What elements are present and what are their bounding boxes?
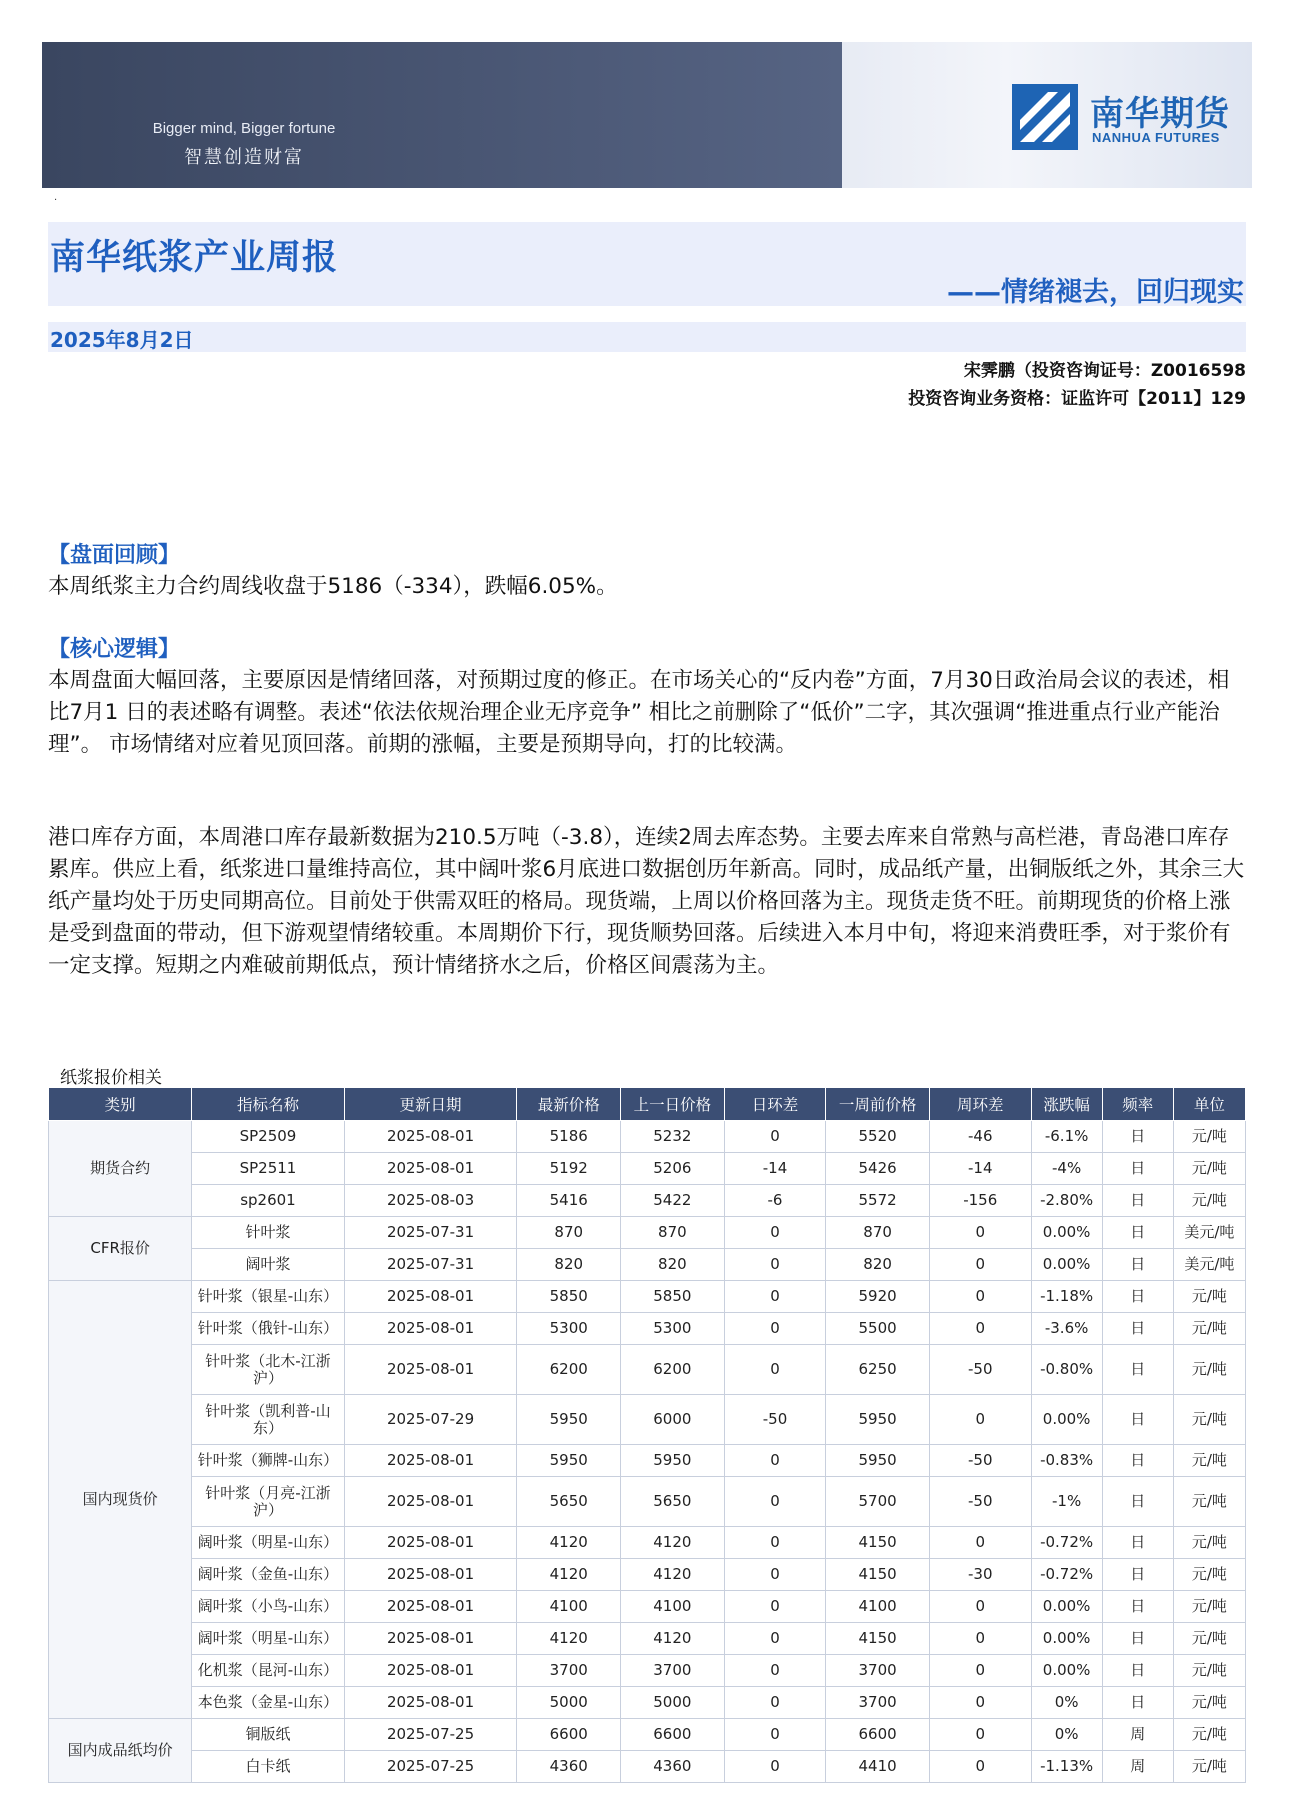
- table-cell: -6.1%: [1031, 1121, 1102, 1153]
- table-row: [49, 1281, 1246, 1313]
- table-cell: 周: [1102, 1719, 1173, 1751]
- table-cell: 6600: [517, 1719, 621, 1751]
- table-cell: 0.00%: [1031, 1623, 1102, 1655]
- table-row: [49, 1121, 1246, 1153]
- table-cell: 日: [1102, 1527, 1173, 1559]
- table-cell: 0: [929, 1655, 1031, 1687]
- table-row: [49, 1623, 1246, 1655]
- table-cell: -4%: [1031, 1153, 1102, 1185]
- table-cell: 日: [1102, 1655, 1173, 1687]
- table-row: [49, 1249, 1246, 1281]
- indicator-name-cell: 阔叶浆（小鸟-山东）: [192, 1591, 344, 1623]
- header-cell: 类别: [49, 1088, 192, 1121]
- table-cell: 0: [724, 1217, 826, 1249]
- indicator-name-cell: sp2601: [192, 1185, 344, 1217]
- table-cell: 0.00%: [1031, 1217, 1102, 1249]
- title-band: [48, 222, 1246, 306]
- table-row: [49, 1527, 1246, 1559]
- table-cell: -50: [929, 1445, 1031, 1477]
- table-cell: 2025-07-31: [344, 1249, 517, 1281]
- review-heading: 【盘面回顾】: [48, 543, 181, 568]
- category-cell: 国内现货价: [49, 1281, 192, 1719]
- table-cell: -14: [724, 1153, 826, 1185]
- table-cell: 日: [1102, 1445, 1173, 1477]
- table-cell: 美元/吨: [1173, 1249, 1245, 1281]
- indicator-name-cell: 针叶浆（月亮-江浙沪）: [192, 1477, 344, 1527]
- table-cell: 870: [826, 1217, 930, 1249]
- table-row: [49, 1477, 1246, 1527]
- nanhua-logo-mark-icon: [1012, 84, 1078, 150]
- table-cell: -156: [929, 1185, 1031, 1217]
- table-cell: 0: [724, 1559, 826, 1591]
- table-cell: 5850: [517, 1281, 621, 1313]
- table-cell: 5950: [517, 1395, 621, 1445]
- table-cell: 2025-08-01: [344, 1281, 517, 1313]
- table-cell: 870: [621, 1217, 725, 1249]
- table-cell: 5300: [517, 1313, 621, 1345]
- table-cell: 6200: [621, 1345, 725, 1395]
- table-cell: 5416: [517, 1185, 621, 1217]
- table-cell: -1%: [1031, 1477, 1102, 1527]
- table-cell: 820: [826, 1249, 930, 1281]
- table-cell: 2025-08-01: [344, 1313, 517, 1345]
- table-cell: 5850: [621, 1281, 725, 1313]
- table-cell: 日: [1102, 1477, 1173, 1527]
- table-cell: 0: [929, 1313, 1031, 1345]
- table-cell: 5192: [517, 1153, 621, 1185]
- header-cell: 更新日期: [344, 1088, 517, 1121]
- table-cell: 日: [1102, 1313, 1173, 1345]
- logic-paragraph-2: 港口库存方面，本周港口库存最新数据为210.5万吨（-3.8），连续2周去库态势。主要去库来自常熟与高栏港，青岛港口库存累库。供应上看，纸浆进口量维持高位，其中阔叶浆6月底进口数据创历年新高。同时，成品纸产量，出铜版纸之外，其余三大纸产量均处于历史同期高位。目前处于供需双旺的格局。现货端，上周以价格回落为主。现货走货不旺。前期现货的价格上涨是受到盘面的带动，但下游观望情绪较重。本周期价下行，现货顺势回落。后续进入本月中旬，将迎来消费旺季，对于浆价有一定支撑。短期之内难破前期低点，预计情绪挤水之后，价格区间震荡为主。: [48, 825, 1245, 978]
- table-cell: 0: [929, 1751, 1031, 1783]
- tagline-en: Bigger mind, Bigger fortune: [152, 120, 336, 137]
- table-cell: 5650: [517, 1477, 621, 1527]
- table-cell: 元/吨: [1173, 1345, 1245, 1395]
- table-cell: 5500: [826, 1313, 930, 1345]
- table-row: [49, 1655, 1246, 1687]
- table-cell: -1.18%: [1031, 1281, 1102, 1313]
- table-row: [49, 1313, 1246, 1345]
- table-cell: 元/吨: [1173, 1153, 1245, 1185]
- table-cell: -0.83%: [1031, 1445, 1102, 1477]
- author-block: [908, 357, 1246, 413]
- author-line: 宋霁鹏（投资咨询证号：Z0016598: [963, 361, 1246, 381]
- table-cell: 元/吨: [1173, 1445, 1245, 1477]
- logic-paragraph-1: 本周盘面大幅回落，主要原因是情绪回落，对预期过度的修正。在市场关心的“反内卷”方面，7月30日政治局会议的表述，相比7月1 日的表述略有调整。表述“依法依规治理企业无序竞争” 相比之前删除了“低价”二字，其次强调“推进重点行业产能治理”。 市场情绪对应着见顶回落。前期的涨幅，主要是预期导向，打的比较满。: [48, 668, 1230, 757]
- table-cell: 820: [621, 1249, 725, 1281]
- table-cell: 5950: [826, 1395, 930, 1445]
- table-cell: 0: [724, 1281, 826, 1313]
- table-cell: 日: [1102, 1395, 1173, 1445]
- table-cell: 元/吨: [1173, 1591, 1245, 1623]
- table-cell: 日: [1102, 1559, 1173, 1591]
- indicator-name-cell: 阔叶浆（明星-山东）: [192, 1623, 344, 1655]
- logo-name-en: NANHUA FUTURES: [1092, 130, 1220, 145]
- table-cell: 5426: [826, 1153, 930, 1185]
- table-cell: 0: [724, 1121, 826, 1153]
- indicator-name-cell: 针叶浆（狮牌-山东）: [192, 1445, 344, 1477]
- table-cell: 2025-08-01: [344, 1527, 517, 1559]
- report-title: 南华纸浆产业周报: [50, 238, 339, 278]
- table-cell: 日: [1102, 1217, 1173, 1249]
- table-header-row: [49, 1088, 1246, 1121]
- table-cell: 5000: [517, 1687, 621, 1719]
- table-cell: 870: [517, 1217, 621, 1249]
- indicator-name-cell: 针叶浆（银星-山东）: [192, 1281, 344, 1313]
- table-cell: -30: [929, 1559, 1031, 1591]
- dot-mark: ·: [54, 195, 58, 206]
- table-cell: 元/吨: [1173, 1395, 1245, 1445]
- table-cell: 0: [724, 1313, 826, 1345]
- table-cell: 元/吨: [1173, 1751, 1245, 1783]
- table-cell: 5520: [826, 1121, 930, 1153]
- table-cell: 2025-07-31: [344, 1217, 517, 1249]
- table-cell: 4100: [517, 1591, 621, 1623]
- table-cell: 5232: [621, 1121, 725, 1153]
- indicator-name-cell: 针叶浆（凯利普-山东）: [192, 1395, 344, 1445]
- table-cell: 2025-08-01: [344, 1445, 517, 1477]
- table-cell: 日: [1102, 1281, 1173, 1313]
- date-band: [48, 322, 1246, 352]
- table-cell: 0: [724, 1623, 826, 1655]
- table-cell: 元/吨: [1173, 1623, 1245, 1655]
- table-cell: 4150: [826, 1623, 930, 1655]
- table-cell: 0: [929, 1395, 1031, 1445]
- table-cell: 3700: [517, 1655, 621, 1687]
- table-row: [49, 1345, 1246, 1395]
- table-cell: 6600: [826, 1719, 930, 1751]
- table-cell: 0: [929, 1719, 1031, 1751]
- table-cell: 日: [1102, 1623, 1173, 1655]
- indicator-name-cell: 化机浆（昆河-山东）: [192, 1655, 344, 1687]
- table-cell: 2025-08-01: [344, 1559, 517, 1591]
- header-cell: 单位: [1173, 1088, 1245, 1121]
- table-cell: 美元/吨: [1173, 1217, 1245, 1249]
- table-cell: 2025-07-25: [344, 1751, 517, 1783]
- table-cell: -0.72%: [1031, 1559, 1102, 1591]
- table-row: [49, 1591, 1246, 1623]
- table-cell: 0.00%: [1031, 1395, 1102, 1445]
- table-cell: 元/吨: [1173, 1719, 1245, 1751]
- table-cell: 6200: [517, 1345, 621, 1395]
- table-cell: -46: [929, 1121, 1031, 1153]
- table-cell: 0: [929, 1623, 1031, 1655]
- indicator-name-cell: 阔叶浆（金鱼-山东）: [192, 1559, 344, 1591]
- header-cell: 涨跌幅: [1031, 1088, 1102, 1121]
- table-row: [49, 1217, 1246, 1249]
- header-cell: 频率: [1102, 1088, 1173, 1121]
- table-cell: 日: [1102, 1591, 1173, 1623]
- table-cell: 4120: [621, 1527, 725, 1559]
- nanhua-logo: [1012, 84, 1252, 154]
- header-cell: 一周前价格: [826, 1088, 930, 1121]
- table-cell: 0: [929, 1527, 1031, 1559]
- table-caption: 纸浆报价相关: [60, 1068, 162, 1088]
- table-cell: -14: [929, 1153, 1031, 1185]
- table-cell: 2025-08-01: [344, 1345, 517, 1395]
- tagline-cn: 智慧创造财富: [184, 147, 304, 168]
- table-cell: 2025-07-29: [344, 1395, 517, 1445]
- table-cell: 2025-08-01: [344, 1477, 517, 1527]
- table-cell: 0: [724, 1249, 826, 1281]
- table-row: [49, 1395, 1246, 1445]
- table-cell: 3700: [826, 1655, 930, 1687]
- table-cell: 0: [929, 1217, 1031, 1249]
- table-cell: -0.80%: [1031, 1345, 1102, 1395]
- indicator-name-cell: 针叶浆（北木-江浙沪）: [192, 1345, 344, 1395]
- license-line: 投资咨询业务资格：证监许可【2011】129: [908, 389, 1246, 409]
- table-cell: 4120: [517, 1623, 621, 1655]
- table-cell: 6600: [621, 1719, 725, 1751]
- pulp-price-table: [48, 1087, 1246, 1783]
- table-cell: 5000: [621, 1687, 725, 1719]
- table-cell: 0.00%: [1031, 1655, 1102, 1687]
- header-cell: 上一日价格: [621, 1088, 725, 1121]
- review-text: 本周纸浆主力合约周线收盘于5186（-334），跌幅6.05%。: [48, 574, 618, 599]
- table-cell: -0.72%: [1031, 1527, 1102, 1559]
- table-cell: 0: [929, 1591, 1031, 1623]
- table-cell: 5572: [826, 1185, 930, 1217]
- indicator-name-cell: 针叶浆: [192, 1217, 344, 1249]
- table-row: [49, 1153, 1246, 1185]
- table-cell: 4120: [621, 1559, 725, 1591]
- table-cell: 4360: [517, 1751, 621, 1783]
- table-cell: 0: [724, 1751, 826, 1783]
- table-cell: 0: [724, 1687, 826, 1719]
- table-cell: 0%: [1031, 1687, 1102, 1719]
- table-cell: 日: [1102, 1153, 1173, 1185]
- table-cell: 0: [929, 1281, 1031, 1313]
- table-cell: 0: [724, 1345, 826, 1395]
- table-cell: 4120: [621, 1623, 725, 1655]
- indicator-name-cell: SP2509: [192, 1121, 344, 1153]
- indicator-name-cell: 铜版纸: [192, 1719, 344, 1751]
- table-row: [49, 1687, 1246, 1719]
- indicator-name-cell: 针叶浆（俄针-山东）: [192, 1313, 344, 1345]
- table-cell: 0: [724, 1655, 826, 1687]
- header-cell: 最新价格: [517, 1088, 621, 1121]
- table-cell: 4360: [621, 1751, 725, 1783]
- table-cell: 4150: [826, 1527, 930, 1559]
- table-cell: 元/吨: [1173, 1687, 1245, 1719]
- header-banner: [42, 42, 1252, 188]
- table-cell: -50: [724, 1395, 826, 1445]
- table-cell: 元/吨: [1173, 1559, 1245, 1591]
- table-cell: 5950: [826, 1445, 930, 1477]
- report-date: 2025年8月2日: [50, 328, 194, 352]
- table-cell: 元/吨: [1173, 1655, 1245, 1687]
- indicator-name-cell: 阔叶浆（明星-山东）: [192, 1527, 344, 1559]
- table-cell: 0: [724, 1527, 826, 1559]
- table-cell: 5700: [826, 1477, 930, 1527]
- indicator-name-cell: 白卡纸: [192, 1751, 344, 1783]
- table-cell: 2025-08-01: [344, 1623, 517, 1655]
- table-cell: 2025-08-03: [344, 1185, 517, 1217]
- table-cell: 日: [1102, 1185, 1173, 1217]
- category-cell: 期货合约: [49, 1121, 192, 1217]
- table-cell: 5950: [517, 1445, 621, 1477]
- table-cell: 元/吨: [1173, 1527, 1245, 1559]
- table-cell: 5300: [621, 1313, 725, 1345]
- header-cell: 日环差: [724, 1088, 826, 1121]
- table-cell: 3700: [826, 1687, 930, 1719]
- table-cell: 5920: [826, 1281, 930, 1313]
- table-cell: 2025-08-01: [344, 1655, 517, 1687]
- table-cell: 日: [1102, 1249, 1173, 1281]
- table-cell: 日: [1102, 1345, 1173, 1395]
- table-cell: 日: [1102, 1687, 1173, 1719]
- table-cell: 6250: [826, 1345, 930, 1395]
- indicator-name-cell: 阔叶浆: [192, 1249, 344, 1281]
- table-cell: -1.13%: [1031, 1751, 1102, 1783]
- table-cell: 4120: [517, 1559, 621, 1591]
- table-cell: 6000: [621, 1395, 725, 1445]
- table-cell: 2025-08-01: [344, 1687, 517, 1719]
- table-cell: 0: [724, 1477, 826, 1527]
- logo-name-cn: 南华期货: [1090, 94, 1230, 134]
- indicator-name-cell: 本色浆（金星-山东）: [192, 1687, 344, 1719]
- table-row: [49, 1185, 1246, 1217]
- table-row: [49, 1751, 1246, 1783]
- indicator-name-cell: SP2511: [192, 1153, 344, 1185]
- table-cell: 0: [929, 1249, 1031, 1281]
- table-cell: 元/吨: [1173, 1313, 1245, 1345]
- table-cell: -6: [724, 1185, 826, 1217]
- table-cell: 0.00%: [1031, 1591, 1102, 1623]
- table-cell: 周: [1102, 1751, 1173, 1783]
- table-cell: 4150: [826, 1559, 930, 1591]
- table-cell: 0: [724, 1591, 826, 1623]
- logic-heading: 【核心逻辑】: [48, 637, 181, 662]
- table-cell: 元/吨: [1173, 1477, 1245, 1527]
- table-cell: 4100: [621, 1591, 725, 1623]
- table-cell: -50: [929, 1345, 1031, 1395]
- table-cell: 0: [929, 1687, 1031, 1719]
- table-row: [49, 1559, 1246, 1591]
- table-cell: 3700: [621, 1655, 725, 1687]
- table-cell: -3.6%: [1031, 1313, 1102, 1345]
- category-cell: CFR报价: [49, 1217, 192, 1281]
- table-cell: 5206: [621, 1153, 725, 1185]
- table-cell: 2025-08-01: [344, 1153, 517, 1185]
- table-row: [49, 1719, 1246, 1751]
- table-cell: 元/吨: [1173, 1281, 1245, 1313]
- category-cell: 国内成品纸均价: [49, 1719, 192, 1783]
- table-cell: -2.80%: [1031, 1185, 1102, 1217]
- table-cell: 5950: [621, 1445, 725, 1477]
- table-cell: -50: [929, 1477, 1031, 1527]
- table-cell: 2025-07-25: [344, 1719, 517, 1751]
- table-cell: 4100: [826, 1591, 930, 1623]
- table-cell: 0: [724, 1445, 826, 1477]
- table-cell: 4120: [517, 1527, 621, 1559]
- table-cell: 0.00%: [1031, 1249, 1102, 1281]
- table-cell: 2025-08-01: [344, 1591, 517, 1623]
- table-cell: 日: [1102, 1121, 1173, 1153]
- table-body: [49, 1121, 1246, 1783]
- table-cell: 0: [724, 1719, 826, 1751]
- table-cell: 2025-08-01: [344, 1121, 517, 1153]
- report-subtitle: ——情绪褪去，回归现实: [947, 277, 1244, 308]
- table-cell: 5422: [621, 1185, 725, 1217]
- table-cell: 4410: [826, 1751, 930, 1783]
- header-cell: 周环差: [929, 1088, 1031, 1121]
- table-cell: 5186: [517, 1121, 621, 1153]
- header-cell: 指标名称: [192, 1088, 344, 1121]
- table-cell: 0%: [1031, 1719, 1102, 1751]
- table-cell: 820: [517, 1249, 621, 1281]
- table-cell: 元/吨: [1173, 1121, 1245, 1153]
- table-cell: 5650: [621, 1477, 725, 1527]
- table-row: [49, 1445, 1246, 1477]
- table-cell: 元/吨: [1173, 1185, 1245, 1217]
